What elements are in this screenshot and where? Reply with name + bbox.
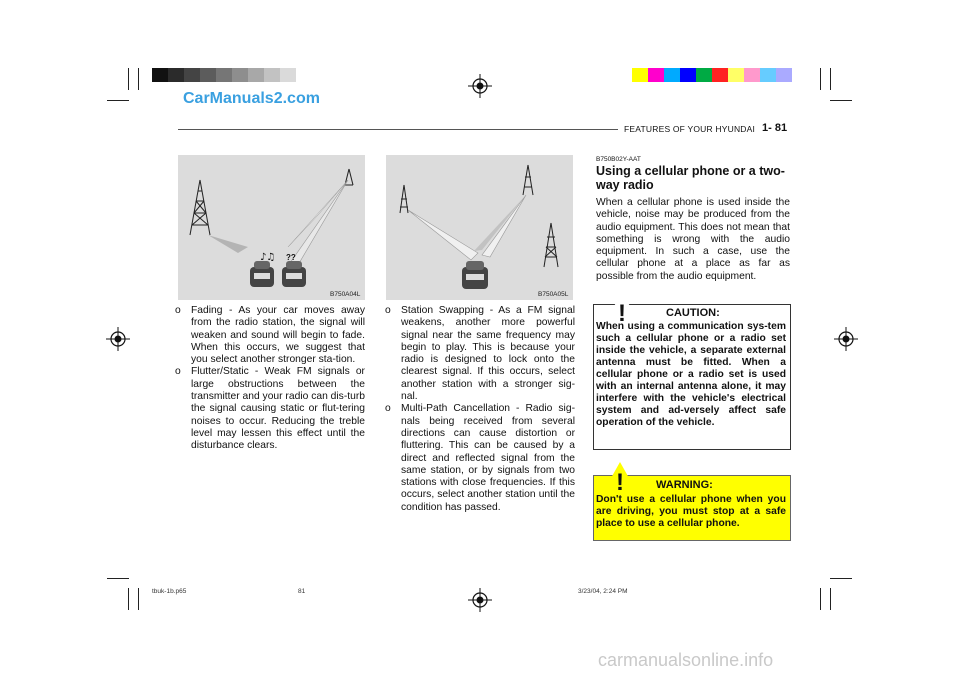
caution-title: CAUTION: — [666, 307, 720, 319]
crop-mark — [830, 68, 831, 90]
registration-mark-icon — [468, 588, 492, 612]
section-title: Using a cellular phone or a two-way radio — [596, 164, 785, 192]
page-number: 1- 81 — [762, 122, 788, 134]
list-item — [175, 305, 365, 366]
warning-box — [593, 469, 791, 541]
watermark-link[interactable]: CarManuals2.com — [183, 90, 320, 107]
footer-filename: tbuk-1b.p65 — [152, 588, 187, 595]
crop-mark — [830, 100, 852, 101]
color-swatch — [248, 68, 264, 82]
color-swatch — [760, 68, 776, 82]
footer-page-number: 81 — [298, 588, 306, 595]
header-rule — [178, 129, 618, 130]
list-item-text: Station Swapping - As a FM signal weakens, another more powerful signal near the same frequency may begin to play. This is because your radio is designed to lock onto the clearest signal. If this occurs, select another station with a stronger sig-nal. — [401, 305, 575, 403]
crop-mark — [820, 588, 821, 610]
registration-mark-icon — [834, 327, 858, 351]
bullet: o — [175, 305, 181, 316]
color-swatch — [776, 68, 792, 82]
footer-timestamp: 3/23/04, 2:24 PM — [578, 588, 628, 595]
bullet: o — [385, 305, 391, 316]
multipath-illustration — [386, 155, 573, 300]
bullet: o — [385, 403, 391, 415]
section-code: B750B02Y-AAT — [596, 156, 641, 163]
color-swatch — [264, 68, 280, 82]
list-item — [175, 366, 365, 452]
color-swatch — [744, 68, 760, 82]
color-swatch — [632, 68, 648, 82]
crop-mark — [820, 68, 821, 90]
crop-mark — [107, 100, 129, 101]
color-swatch — [200, 68, 216, 82]
crop-mark — [128, 588, 129, 610]
registration-mark-icon — [468, 74, 492, 98]
caution-body: When using a communication sys-tem such a cellular phone or a radio set inside the vehicle, a separate external antenna must be fitted. When a cellular phone or a radio set is used with an internal antenna alone, it may interfere with the vehicle's electrical system and ad-versely affect safe operation of the vehicle. — [596, 321, 786, 428]
color-swatch — [648, 68, 664, 82]
site-watermark: carmanualsonline.info — [598, 650, 774, 670]
radio-signal-diagram-icon — [178, 155, 365, 300]
color-swatch — [152, 68, 168, 82]
color-swatch — [232, 68, 248, 82]
list-item — [385, 305, 575, 403]
left-column — [175, 305, 365, 453]
color-swatch — [696, 68, 712, 82]
crop-mark — [138, 68, 139, 90]
list-item-text: Fading - As your car moves away from the radio station, the signal will weaken and sound will begin to fade. When this occurs, we suggest that you select another stronger sta-tion. — [191, 305, 365, 366]
crop-mark — [107, 578, 129, 579]
svg-text:!: ! — [616, 469, 624, 496]
crop-mark — [128, 68, 129, 90]
color-swatch — [680, 68, 696, 82]
section-header: FEATURES OF YOUR HYUNDAI — [624, 124, 756, 134]
color-swatch — [712, 68, 728, 82]
color-swatch — [728, 68, 744, 82]
crop-mark — [830, 588, 831, 610]
middle-column — [385, 305, 575, 514]
exclamation-warning-icon — [600, 460, 640, 496]
warning-body: Don't use a cellular phone when you are driving, you must stop at a safe place to use a cellular phone. — [596, 494, 786, 529]
figure-code: B750A05L — [538, 291, 569, 298]
gray-calibration-bar — [152, 68, 296, 82]
svg-text:♪♫: ♪♫ — [260, 252, 276, 263]
color-swatch — [184, 68, 200, 82]
color-swatch — [280, 68, 296, 82]
list-item-text: Flutter/Static - Weak FM signals or large obstructions between the transmitter and your radio can dis-turb the signal causing static or flut-tering noises to occur. Reducing the treble level may lessen this effect until the disturbance clears. — [191, 366, 365, 452]
color-swatch — [216, 68, 232, 82]
list-item — [385, 403, 575, 514]
figure-code: B750A04L — [330, 291, 361, 298]
warning-title: WARNING: — [656, 479, 713, 491]
fading-illustration — [178, 155, 365, 300]
question-marks-label: ?? — [286, 253, 296, 262]
section-body: When a cellular phone is used inside the vehicle, noise may be produced from the audio equipment. This does not mean that something is wrong with the audio equipment. In such a case, use the cellular phone at a place as far as possible from the audio equipment. — [596, 197, 790, 282]
caution-box — [593, 300, 791, 450]
crop-mark — [830, 578, 852, 579]
color-swatch — [664, 68, 680, 82]
registration-mark-icon — [106, 327, 130, 351]
crop-mark — [138, 588, 139, 610]
color-swatch — [168, 68, 184, 82]
svg-text:!: ! — [618, 300, 626, 327]
bullet: o — [175, 366, 181, 378]
color-calibration-bar — [632, 68, 792, 82]
list-item-text: Multi-Path Cancellation - Radio sig-nals being received from several directions can cause distortion or fluttering. This can be caused by a direct and reflected signal from the same station, or by signals from two stations with close frequencies. If this occurs, select another station until the condition has passed. — [401, 403, 575, 513]
multipath-signal-diagram-icon — [386, 155, 573, 300]
